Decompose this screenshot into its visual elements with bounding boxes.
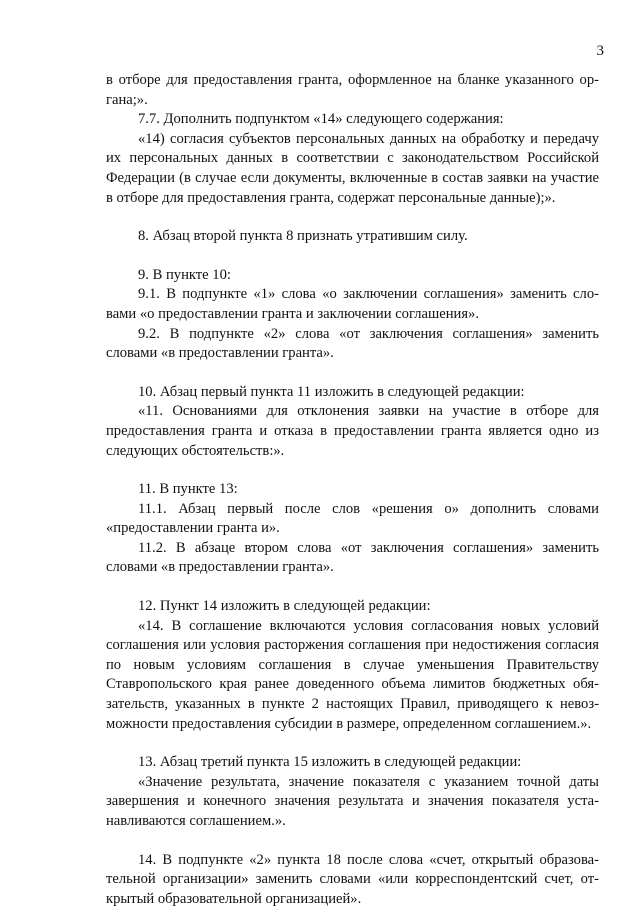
paragraph: 9.2. В подпункте «2» слова «от заключения соглашения» заменить словами «в предоставлении гранта». [106,325,599,362]
paragraph: 11. В пункте 13: [138,481,238,498]
page-number: 3 [596,43,604,59]
paragraph: 11.1. Абзац первый после слов «решения о» дополнить словами «предоставлении гранта и». [106,500,599,537]
paragraph: «14. В соглашение включаются условия согласования новых условий соглашения или условия расторжения соглашения при недостижения согласия по новым условиям соглашения в случае уменьшения Правительству Ставропольского края ранее доведенного объема лимитов бюджетных обязательств, указанных в пункте 2 настоящих Правил, приводящего к невозможности предоставления субсидии в размере, определенном соглашением.». [106,617,599,732]
paragraph: 13. Абзац третий пункта 15 изложить в следующей редакции: [138,754,522,771]
paragraph: 8. Абзац второй пункта 8 признать утратившим силу. [138,228,468,245]
paragraph: 9.1. В подпункте «1» слова «о заключении соглашения» заменить словами «о предоставлении гранта и заключении соглашения». [106,286,599,322]
paragraph: «11. Основаниями для отклонения заявки на участие в отборе для предоставления гранта и отказа в предоставлении гранта является одно из следующих обстоятельств:». [106,403,599,459]
paragraph: «14) согласия субъектов персональных данных на обработку и передачу их персональных данных в соответствии с законодательством Российской Федерации (в случае если документы, включенные в состав заявки на участие в отборе для предоставления гранта, содержат персональные данные);». [106,130,599,206]
paragraph: в отборе для предоставления гранта, оформленное на бланке указанного органа;». [106,72,599,108]
document-body [106,71,599,909]
paragraph: 11.2. В абзаце втором слова «от заключения соглашения» заменить словами «в предоставлении гранта». [106,539,599,576]
paragraph: 14. В подпункте «2» пункта 18 после слова «счет, открытый образовательной организации» заменить словами «или корреспондентский счет, открытый образовательной организацией». [106,851,599,907]
paragraph: 10. Абзац первый пункта 11 изложить в следующей редакции: [138,383,525,400]
paragraph: 7.7. Дополнить подпунктом «14» следующего содержания: [138,111,504,128]
paragraph: «Значение результата, значение показателя с указанием точной даты завершения и конечного значения результата и значения показателя устанавливаются соглашением.». [106,773,599,829]
paragraph: 9. В пункте 10: [138,266,231,283]
paragraph: 12. Пункт 14 изложить в следующей редакции: [138,598,431,615]
